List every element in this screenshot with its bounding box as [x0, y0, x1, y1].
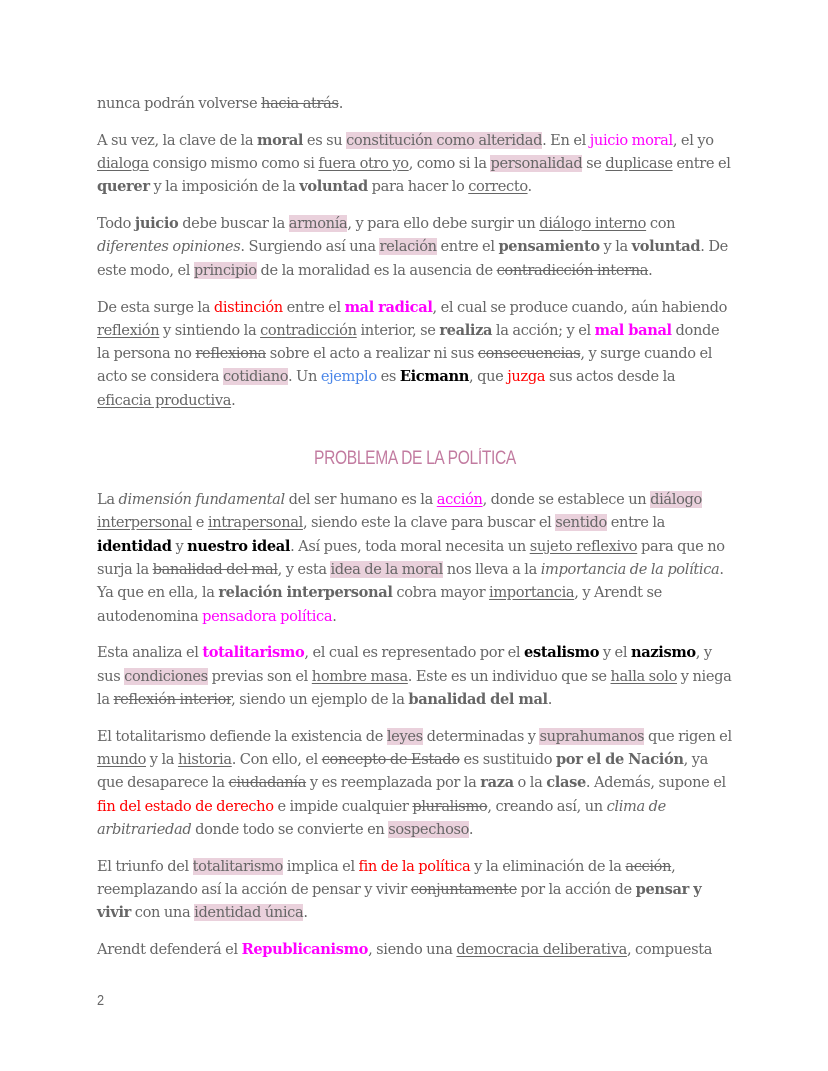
underlined-text: diálogo interno: [539, 215, 647, 233]
text-run: .: [468, 820, 474, 838]
paragraph: [97, 129, 733, 199]
text-run: e impide cualquier: [273, 797, 413, 815]
text-run: , y para ello debe surgir un: [347, 215, 540, 233]
text-run: y la: [599, 238, 632, 256]
underlined-text: acción: [436, 491, 483, 509]
strikethrough-text: contradicción interna: [496, 261, 649, 279]
strikethrough-text: hacia atrás: [261, 95, 339, 112]
italic-text: clima de arbitrariedad: [97, 797, 666, 838]
highlighted-text: relación: [379, 238, 437, 256]
text-run: .: [648, 261, 653, 279]
text-run: con una: [131, 904, 195, 922]
highlighted-text: sentido: [555, 514, 607, 532]
text-run: y sintiendo la: [159, 321, 261, 339]
bold-text: querer: [97, 178, 150, 196]
strikethrough-text: consecuencias: [477, 345, 581, 363]
text-run: . Además, supone el: [585, 774, 726, 792]
underlined-text: hombre masa: [311, 667, 408, 685]
text-run: , reemplazando así la acción de pensar y vivir: [97, 857, 676, 899]
text-run: A su vez, la clave de la: [97, 131, 257, 149]
text-run: se: [582, 155, 606, 173]
colored-text: juicio moral: [589, 131, 673, 149]
text-run: sus actos desde la: [545, 368, 676, 386]
page-number: 2: [97, 992, 105, 1009]
highlighted-text: armonía: [288, 215, 348, 233]
text-run: donde todo se convierte en: [191, 820, 389, 838]
text-run: sobre el acto a realizar ni sus: [266, 345, 478, 363]
text-run: . Con ello, el: [231, 751, 322, 769]
text-run: del ser humano es la: [284, 491, 437, 509]
text-run: , y sus: [97, 644, 712, 685]
text-run: es su: [303, 131, 347, 149]
strikethrough-text: banalidad del mal: [152, 560, 278, 578]
highlighted-text: condiciones: [124, 667, 208, 685]
text-run: , siendo una: [368, 941, 457, 959]
bold-text: estalismo: [524, 644, 600, 662]
text-run: y es reemplazada por la: [306, 774, 481, 792]
text-run: Arendt defenderá el: [97, 941, 242, 959]
underlined-text: contradicción: [260, 321, 357, 339]
highlighted-text: constitución como alteridad: [346, 131, 543, 149]
highlighted-text: cotidiano: [222, 368, 288, 386]
underlined-text: halla solo: [610, 667, 678, 685]
paragraph: [97, 488, 733, 628]
highlighted-text: sospechoso: [388, 820, 469, 838]
bold-text: juicio: [134, 215, 179, 233]
text-run: , que: [469, 368, 508, 386]
highlighted-text: totalitarismo: [192, 857, 283, 875]
text-run: e: [192, 514, 208, 532]
colored-text: fin de la política: [358, 857, 471, 875]
paragraph: [97, 938, 733, 961]
colored-text: distinción: [213, 298, 283, 316]
text-run: , el cual se produce cuando, aún habiendo: [432, 298, 728, 316]
text-run: Todo: [97, 215, 135, 233]
bold-text: mal banal: [594, 321, 672, 339]
text-run: . Ya que en ella, la: [97, 560, 724, 602]
text-run: De esta surge la: [97, 298, 214, 316]
strikethrough-text: pluralismo: [412, 797, 488, 815]
bold-text: Republicanismo: [241, 941, 369, 959]
strikethrough-text: acción: [625, 857, 672, 875]
text-run: por la acción de: [516, 881, 636, 899]
underlined-text: reflexión: [97, 321, 160, 339]
text-run: es sustituido: [459, 751, 556, 769]
text-run: consigo mismo como si: [148, 155, 319, 173]
colored-text: pensadora política: [202, 607, 333, 625]
text-run: previas son el: [207, 667, 312, 685]
text-run: . De este modo, el: [97, 238, 728, 279]
text-run: y la: [146, 751, 178, 769]
text-run: de la moralidad es la ausencia de: [256, 261, 497, 279]
text-run: nos lleva a la: [442, 560, 541, 578]
text-run: .: [527, 178, 532, 196]
underlined-text: eficacia productiva: [97, 391, 232, 409]
underlined-text: dialoga: [97, 155, 149, 173]
paragraph: [97, 212, 733, 282]
text-run: interior, se: [356, 321, 440, 339]
text-run: , creando así, un: [487, 797, 607, 815]
bold-text: raza: [480, 774, 514, 792]
text-run: El totalitarismo defiende la existencia de: [97, 727, 387, 745]
text-run: entre el: [282, 298, 345, 316]
italic-text: importancia de la política: [540, 560, 720, 578]
bold-text: nuestro ideal: [187, 537, 291, 555]
text-run: para hacer lo: [367, 178, 469, 196]
text-run: .: [547, 690, 553, 708]
section-heading: PROBLEMA DE LA POLÍTICA: [313, 448, 517, 470]
strikethrough-text: reflexiona: [195, 345, 267, 363]
underlined-text: importancia: [489, 584, 575, 602]
text-run: y niega la: [97, 667, 732, 708]
text-run: , el yo: [672, 131, 714, 149]
colored-text: ejemplo: [320, 368, 377, 386]
text-run: .: [231, 391, 236, 409]
bold-text: mal radical: [344, 298, 433, 316]
strikethrough-text: concepto de Estado: [321, 751, 460, 769]
text-run: , y surge cuando el acto se considera: [97, 345, 713, 386]
underlined-text: sujeto reflexivo: [529, 537, 638, 555]
strikethrough-text: ciudadanía: [228, 774, 307, 792]
highlighted-text: principio: [193, 261, 257, 279]
text-run: , compuesta: [626, 941, 713, 959]
bold-text: banalidad del mal: [408, 690, 548, 708]
paragraph: [97, 641, 733, 711]
text-run: El triunfo del: [97, 857, 193, 875]
text-run: con: [646, 215, 676, 233]
text-run: que rigen el: [644, 727, 732, 745]
colored-text: juzga: [507, 368, 546, 386]
underlined-text: interpersonal: [97, 514, 192, 532]
text-run: . Este es un individuo que se: [407, 667, 611, 685]
text-run: . Surgiendo así una: [240, 238, 380, 256]
text-run: . Así pues, toda moral necesita un: [290, 537, 530, 555]
underlined-text: correcto: [468, 178, 528, 196]
text-run: es: [376, 368, 400, 386]
text-run: entre la: [606, 514, 665, 532]
text-run: , como si la: [408, 155, 491, 173]
text-run: entre el: [672, 155, 731, 173]
underlined-text: democracia deliberativa: [456, 941, 627, 959]
highlighted-text: suprahumanos: [539, 727, 645, 745]
text-run: nunca podrán volverse: [97, 95, 262, 112]
text-run: La: [97, 491, 119, 509]
text-run: para que no surja la: [97, 537, 725, 578]
text-run: debe buscar la: [178, 215, 289, 233]
text-run: . En el: [542, 131, 590, 149]
text-run: o la: [513, 774, 547, 792]
bold-text: relación interpersonal: [218, 584, 393, 602]
text-run: , el cual es representado por el: [304, 644, 525, 662]
underlined-text: mundo: [97, 751, 147, 769]
highlighted-text: personalidad: [490, 155, 583, 173]
text-run: la acción; y el: [492, 321, 595, 339]
bold-text: pensamiento: [498, 238, 600, 256]
paragraph: [97, 296, 733, 412]
bold-text: voluntad: [299, 178, 368, 196]
italic-text: dimensión fundamental: [118, 491, 285, 509]
text-run: y la eliminación de la: [470, 857, 626, 875]
document-page: [97, 92, 733, 975]
highlighted-text: idea de la moral: [330, 560, 443, 578]
strikethrough-text: reflexión interior: [113, 690, 232, 708]
underlined-text: historia: [177, 751, 232, 769]
bold-text: nazismo: [630, 644, 696, 662]
bold-text: realiza: [439, 321, 493, 339]
bold-text: identidad: [97, 537, 172, 555]
text-run: y: [171, 537, 188, 555]
colored-text: fin del estado de derecho: [97, 797, 274, 815]
text-run: , siendo este la clave para buscar el: [302, 514, 556, 532]
text-run: , y esta: [277, 560, 331, 578]
highlighted-text: leyes: [386, 727, 423, 745]
bold-text: moral: [257, 131, 304, 149]
text-run: entre el: [436, 238, 499, 256]
paragraph: [97, 92, 733, 115]
underlined-text: duplicase: [605, 155, 673, 173]
underlined-text: fuera otro yo: [318, 155, 409, 173]
bold-text: voluntad: [631, 238, 701, 256]
text-run: , y Arendt se autodenomina: [97, 584, 662, 625]
text-run: .: [332, 607, 337, 625]
text-run: .: [338, 95, 343, 112]
text-run: y la imposición de la: [149, 178, 300, 196]
text-run: . Un: [287, 368, 321, 386]
underlined-text: intrapersonal: [207, 514, 303, 532]
strikethrough-text: conjuntamente: [410, 881, 517, 899]
paragraph: [97, 725, 733, 841]
highlighted-text: diálogo: [650, 491, 702, 509]
text-run: y el: [599, 644, 631, 662]
bold-text: por el de Nación: [555, 751, 684, 769]
text-run: cobra mayor: [392, 584, 489, 602]
text-run: donde la persona no: [97, 321, 720, 363]
text-run: , donde se establece un: [482, 491, 651, 509]
paragraph: [97, 855, 733, 925]
text-run: determinadas y: [422, 727, 540, 745]
highlighted-text: identidad única: [194, 904, 304, 922]
bold-text: clase: [546, 774, 586, 792]
bold-text: totalitarismo: [202, 644, 305, 662]
bold-text: Eicmann: [399, 368, 470, 386]
text-run: .: [303, 904, 308, 922]
italic-text: diferentes opiniones: [97, 238, 241, 256]
text-run: , ya que desaparece la: [97, 751, 708, 792]
text-run: , siendo un ejemplo de la: [231, 690, 409, 708]
bold-text: pensar y vivir: [97, 881, 702, 922]
text-run: implica el: [282, 857, 359, 875]
text-run: Esta analiza el: [97, 644, 203, 662]
